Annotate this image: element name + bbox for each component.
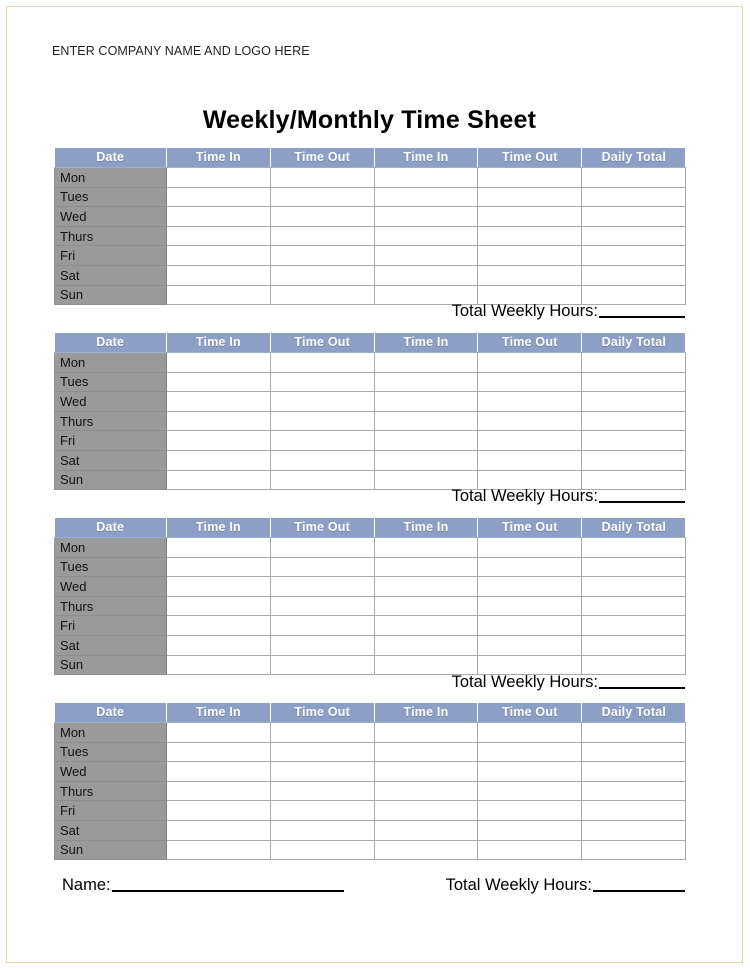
column-header-date: Date (55, 148, 167, 168)
cell-time-in-2[interactable] (374, 187, 478, 207)
cell-time-out-2[interactable] (478, 742, 582, 762)
day-label-sat: Sat (55, 635, 167, 655)
day-label-fri: Fri (55, 246, 167, 266)
table-header-row (55, 703, 686, 723)
day-label-wed: Wed (55, 577, 167, 597)
cell-daily-total[interactable] (582, 820, 686, 840)
cell-time-in-2[interactable] (374, 762, 478, 782)
table-row (55, 840, 686, 860)
cell-time-in-1[interactable] (167, 557, 271, 577)
cell-daily-total[interactable] (582, 450, 686, 470)
cell-time-out-1[interactable] (270, 392, 374, 412)
total-weekly-hours-week-3 (54, 673, 685, 692)
cell-time-in-1[interactable] (167, 411, 271, 431)
cell-time-in-2[interactable] (374, 596, 478, 616)
column-header-time-out-1: Time Out (270, 518, 374, 538)
column-header-time-out-1: Time Out (270, 703, 374, 723)
cell-time-out-2[interactable] (478, 596, 582, 616)
table-row (55, 450, 686, 470)
total-weekly-hours-week-2 (54, 487, 685, 506)
cell-time-out-1[interactable] (270, 226, 374, 246)
cell-time-in-1[interactable] (167, 635, 271, 655)
day-label-mon: Mon (55, 168, 167, 188)
cell-daily-total[interactable] (582, 840, 686, 860)
cell-time-out-2[interactable] (478, 265, 582, 285)
day-label-sat: Sat (55, 450, 167, 470)
cell-time-out-1[interactable] (270, 801, 374, 821)
cell-time-in-1[interactable] (167, 450, 271, 470)
cell-time-out-2[interactable] (478, 372, 582, 392)
column-header-time-in-2: Time In (374, 333, 478, 353)
cell-daily-total[interactable] (582, 431, 686, 451)
cell-time-in-1[interactable] (167, 616, 271, 636)
cell-time-out-1[interactable] (270, 450, 374, 470)
total-weekly-hours-week-1 (54, 302, 685, 321)
table-row (55, 596, 686, 616)
cell-time-out-1[interactable] (270, 723, 374, 743)
cell-time-out-2[interactable] (478, 168, 582, 188)
table-row (55, 246, 686, 266)
day-label-tues: Tues (55, 557, 167, 577)
column-header-time-in-2: Time In (374, 148, 478, 168)
name-label: Name: (62, 876, 111, 894)
cell-time-in-2[interactable] (374, 577, 478, 597)
day-label-tues: Tues (55, 372, 167, 392)
cell-time-out-2[interactable] (478, 781, 582, 801)
page-title: Weekly/Monthly Time Sheet (202, 106, 537, 134)
day-label-sun: Sun (55, 285, 167, 305)
day-label-wed: Wed (55, 207, 167, 227)
cell-time-in-2[interactable] (374, 840, 478, 860)
cell-time-in-1[interactable] (167, 431, 271, 451)
total-weekly-hours-label: Total Weekly Hours: (451, 673, 598, 691)
cell-time-in-2[interactable] (374, 742, 478, 762)
cell-time-in-1[interactable] (167, 762, 271, 782)
cell-time-out-2[interactable] (478, 577, 582, 597)
cell-time-in-2[interactable] (374, 431, 478, 451)
cell-time-in-2[interactable] (374, 538, 478, 558)
cell-time-in-2[interactable] (374, 635, 478, 655)
cell-time-out-1[interactable] (270, 168, 374, 188)
cell-daily-total[interactable] (582, 577, 686, 597)
table-row (55, 742, 686, 762)
total-weekly-hours-label: Total Weekly Hours: (451, 487, 598, 505)
total-weekly-hours-week-4 (446, 876, 685, 895)
table-row (55, 762, 686, 782)
table-row (55, 538, 686, 558)
cell-time-out-2[interactable] (478, 226, 582, 246)
cell-daily-total[interactable] (582, 392, 686, 412)
cell-time-out-1[interactable] (270, 616, 374, 636)
cell-time-out-2[interactable] (478, 655, 582, 675)
column-header-time-in-2: Time In (374, 703, 478, 723)
column-header-daily-total: Daily Total (582, 333, 686, 353)
cell-time-in-2[interactable] (374, 168, 478, 188)
table-row (55, 207, 686, 227)
column-header-time-out-2: Time Out (478, 333, 582, 353)
cell-time-in-2[interactable] (374, 616, 478, 636)
timesheet-grid (54, 518, 686, 675)
total-weekly-hours-field-1[interactable] (599, 316, 685, 318)
cell-daily-total[interactable] (582, 168, 686, 188)
cell-time-out-2[interactable] (478, 246, 582, 266)
column-header-time-out-2: Time Out (478, 518, 582, 538)
cell-daily-total[interactable] (582, 226, 686, 246)
timesheet-table-week-4 (54, 703, 685, 860)
cell-daily-total[interactable] (582, 538, 686, 558)
cell-time-out-2[interactable] (478, 450, 582, 470)
column-header-time-out-2: Time Out (478, 148, 582, 168)
cell-time-out-1[interactable] (270, 596, 374, 616)
cell-time-in-1[interactable] (167, 226, 271, 246)
table-header-row (55, 518, 686, 538)
table-row (55, 723, 686, 743)
column-header-time-out-2: Time Out (478, 703, 582, 723)
day-label-tues: Tues (55, 187, 167, 207)
day-label-sun: Sun (55, 655, 167, 675)
cell-time-out-1[interactable] (270, 655, 374, 675)
day-label-fri: Fri (55, 801, 167, 821)
day-label-thurs: Thurs (55, 781, 167, 801)
column-header-time-in-1: Time In (167, 333, 271, 353)
table-row (55, 616, 686, 636)
cell-daily-total[interactable] (582, 207, 686, 227)
day-label-sun: Sun (55, 470, 167, 490)
cell-time-in-1[interactable] (167, 723, 271, 743)
day-label-thurs: Thurs (55, 226, 167, 246)
total-weekly-hours-label: Total Weekly Hours: (451, 302, 598, 320)
table-row (55, 431, 686, 451)
cell-time-in-2[interactable] (374, 723, 478, 743)
column-header-time-in-1: Time In (167, 148, 271, 168)
table-row (55, 557, 686, 577)
cell-time-in-1[interactable] (167, 655, 271, 675)
table-row (55, 353, 686, 373)
table-row (55, 820, 686, 840)
cell-daily-total[interactable] (582, 411, 686, 431)
cell-time-out-1[interactable] (270, 353, 374, 373)
cell-time-in-1[interactable] (167, 596, 271, 616)
cell-time-out-2[interactable] (478, 538, 582, 558)
table-row (55, 577, 686, 597)
column-header-time-in-2: Time In (374, 518, 478, 538)
cell-daily-total[interactable] (582, 557, 686, 577)
cell-time-in-2[interactable] (374, 392, 478, 412)
table-row (55, 168, 686, 188)
cell-daily-total[interactable] (582, 616, 686, 636)
cell-time-in-1[interactable] (167, 742, 271, 762)
timesheet-table-week-3 (54, 518, 685, 675)
cell-time-out-2[interactable] (478, 187, 582, 207)
cell-time-out-1[interactable] (270, 635, 374, 655)
cell-daily-total[interactable] (582, 762, 686, 782)
cell-daily-total[interactable] (582, 635, 686, 655)
cell-time-in-1[interactable] (167, 353, 271, 373)
cell-time-in-1[interactable] (167, 187, 271, 207)
cell-time-out-1[interactable] (270, 557, 374, 577)
cell-time-in-2[interactable] (374, 557, 478, 577)
cell-time-out-1[interactable] (270, 840, 374, 860)
cell-time-in-2[interactable] (374, 781, 478, 801)
cell-time-out-2[interactable] (478, 411, 582, 431)
cell-time-out-1[interactable] (270, 411, 374, 431)
timesheet-table-week-2 (54, 333, 685, 490)
cell-daily-total[interactable] (582, 723, 686, 743)
cell-daily-total[interactable] (582, 801, 686, 821)
cell-time-out-1[interactable] (270, 577, 374, 597)
day-label-sat: Sat (55, 265, 167, 285)
column-header-daily-total: Daily Total (582, 518, 686, 538)
total-weekly-hours-field-2[interactable] (599, 501, 685, 503)
total-weekly-hours-label: Total Weekly Hours: (445, 876, 592, 894)
footer-row (54, 876, 685, 902)
cell-time-in-2[interactable] (374, 820, 478, 840)
cell-time-out-2[interactable] (478, 431, 582, 451)
cell-time-out-2[interactable] (478, 353, 582, 373)
column-header-time-in-1: Time In (167, 518, 271, 538)
cell-time-in-2[interactable] (374, 801, 478, 821)
cell-time-in-1[interactable] (167, 246, 271, 266)
cell-time-in-1[interactable] (167, 207, 271, 227)
cell-time-out-2[interactable] (478, 616, 582, 636)
column-header-daily-total: Daily Total (582, 148, 686, 168)
company-name-placeholder: ENTER COMPANY NAME AND LOGO HERE (52, 44, 310, 58)
cell-time-in-1[interactable] (167, 577, 271, 597)
cell-time-in-1[interactable] (167, 265, 271, 285)
table-row (55, 187, 686, 207)
day-label-tues: Tues (55, 742, 167, 762)
cell-daily-total[interactable] (582, 246, 686, 266)
name-field-group (62, 876, 344, 895)
cell-time-out-2[interactable] (478, 635, 582, 655)
total-weekly-hours-field-3[interactable] (599, 687, 685, 689)
cell-time-out-2[interactable] (478, 840, 582, 860)
table-row (55, 801, 686, 821)
cell-time-in-1[interactable] (167, 168, 271, 188)
cell-daily-total[interactable] (582, 353, 686, 373)
timesheet-grid (54, 333, 686, 490)
cell-time-in-2[interactable] (374, 372, 478, 392)
cell-time-out-1[interactable] (270, 187, 374, 207)
timesheet-table-week-1 (54, 148, 685, 305)
cell-time-in-1[interactable] (167, 392, 271, 412)
cell-time-out-2[interactable] (478, 723, 582, 743)
day-label-thurs: Thurs (55, 411, 167, 431)
cell-time-out-2[interactable] (478, 762, 582, 782)
day-label-mon: Mon (55, 723, 167, 743)
cell-time-in-1[interactable] (167, 840, 271, 860)
column-header-time-in-1: Time In (167, 703, 271, 723)
column-header-date: Date (55, 518, 167, 538)
cell-time-out-2[interactable] (478, 207, 582, 227)
cell-time-in-2[interactable] (374, 265, 478, 285)
cell-daily-total[interactable] (582, 187, 686, 207)
cell-time-in-1[interactable] (167, 781, 271, 801)
cell-time-in-2[interactable] (374, 411, 478, 431)
cell-time-out-1[interactable] (270, 246, 374, 266)
cell-time-in-2[interactable] (374, 207, 478, 227)
cell-time-in-2[interactable] (374, 246, 478, 266)
cell-time-out-2[interactable] (478, 392, 582, 412)
cell-time-in-1[interactable] (167, 372, 271, 392)
column-header-time-out-1: Time Out (270, 333, 374, 353)
cell-time-in-2[interactable] (374, 353, 478, 373)
day-label-sun: Sun (55, 840, 167, 860)
day-label-wed: Wed (55, 762, 167, 782)
cell-time-out-1[interactable] (270, 781, 374, 801)
table-row (55, 392, 686, 412)
name-input-field[interactable] (112, 890, 344, 892)
cell-time-out-1[interactable] (270, 207, 374, 227)
table-row (55, 635, 686, 655)
column-header-daily-total: Daily Total (582, 703, 686, 723)
column-header-time-out-1: Time Out (270, 148, 374, 168)
cell-daily-total[interactable] (582, 655, 686, 675)
cell-time-out-1[interactable] (270, 820, 374, 840)
column-header-date: Date (55, 333, 167, 353)
cell-daily-total[interactable] (582, 781, 686, 801)
cell-time-out-2[interactable] (478, 801, 582, 821)
day-label-sat: Sat (55, 820, 167, 840)
cell-time-in-2[interactable] (374, 655, 478, 675)
timesheet-grid (54, 148, 686, 305)
cell-time-out-1[interactable] (270, 742, 374, 762)
table-header-row (55, 333, 686, 353)
cell-time-in-2[interactable] (374, 450, 478, 470)
cell-daily-total[interactable] (582, 265, 686, 285)
cell-time-in-1[interactable] (167, 538, 271, 558)
cell-time-out-2[interactable] (478, 557, 582, 577)
table-header-row (55, 148, 686, 168)
total-weekly-hours-field-4[interactable] (593, 890, 685, 892)
cell-time-out-1[interactable] (270, 372, 374, 392)
day-label-thurs: Thurs (55, 596, 167, 616)
cell-time-out-1[interactable] (270, 762, 374, 782)
cell-time-out-1[interactable] (270, 538, 374, 558)
cell-time-out-2[interactable] (478, 820, 582, 840)
day-label-mon: Mon (55, 353, 167, 373)
day-label-mon: Mon (55, 538, 167, 558)
day-label-wed: Wed (55, 392, 167, 412)
cell-daily-total[interactable] (582, 596, 686, 616)
cell-time-in-1[interactable] (167, 820, 271, 840)
table-row (55, 372, 686, 392)
table-row (55, 655, 686, 675)
cell-time-in-2[interactable] (374, 226, 478, 246)
timesheet-grid (54, 703, 686, 860)
cell-daily-total[interactable] (582, 372, 686, 392)
cell-daily-total[interactable] (582, 742, 686, 762)
column-header-date: Date (55, 703, 167, 723)
table-row (55, 781, 686, 801)
table-row (55, 411, 686, 431)
day-label-fri: Fri (55, 431, 167, 451)
table-row (55, 265, 686, 285)
cell-time-out-1[interactable] (270, 265, 374, 285)
table-row (55, 226, 686, 246)
cell-time-out-1[interactable] (270, 431, 374, 451)
cell-time-in-1[interactable] (167, 801, 271, 821)
day-label-fri: Fri (55, 616, 167, 636)
